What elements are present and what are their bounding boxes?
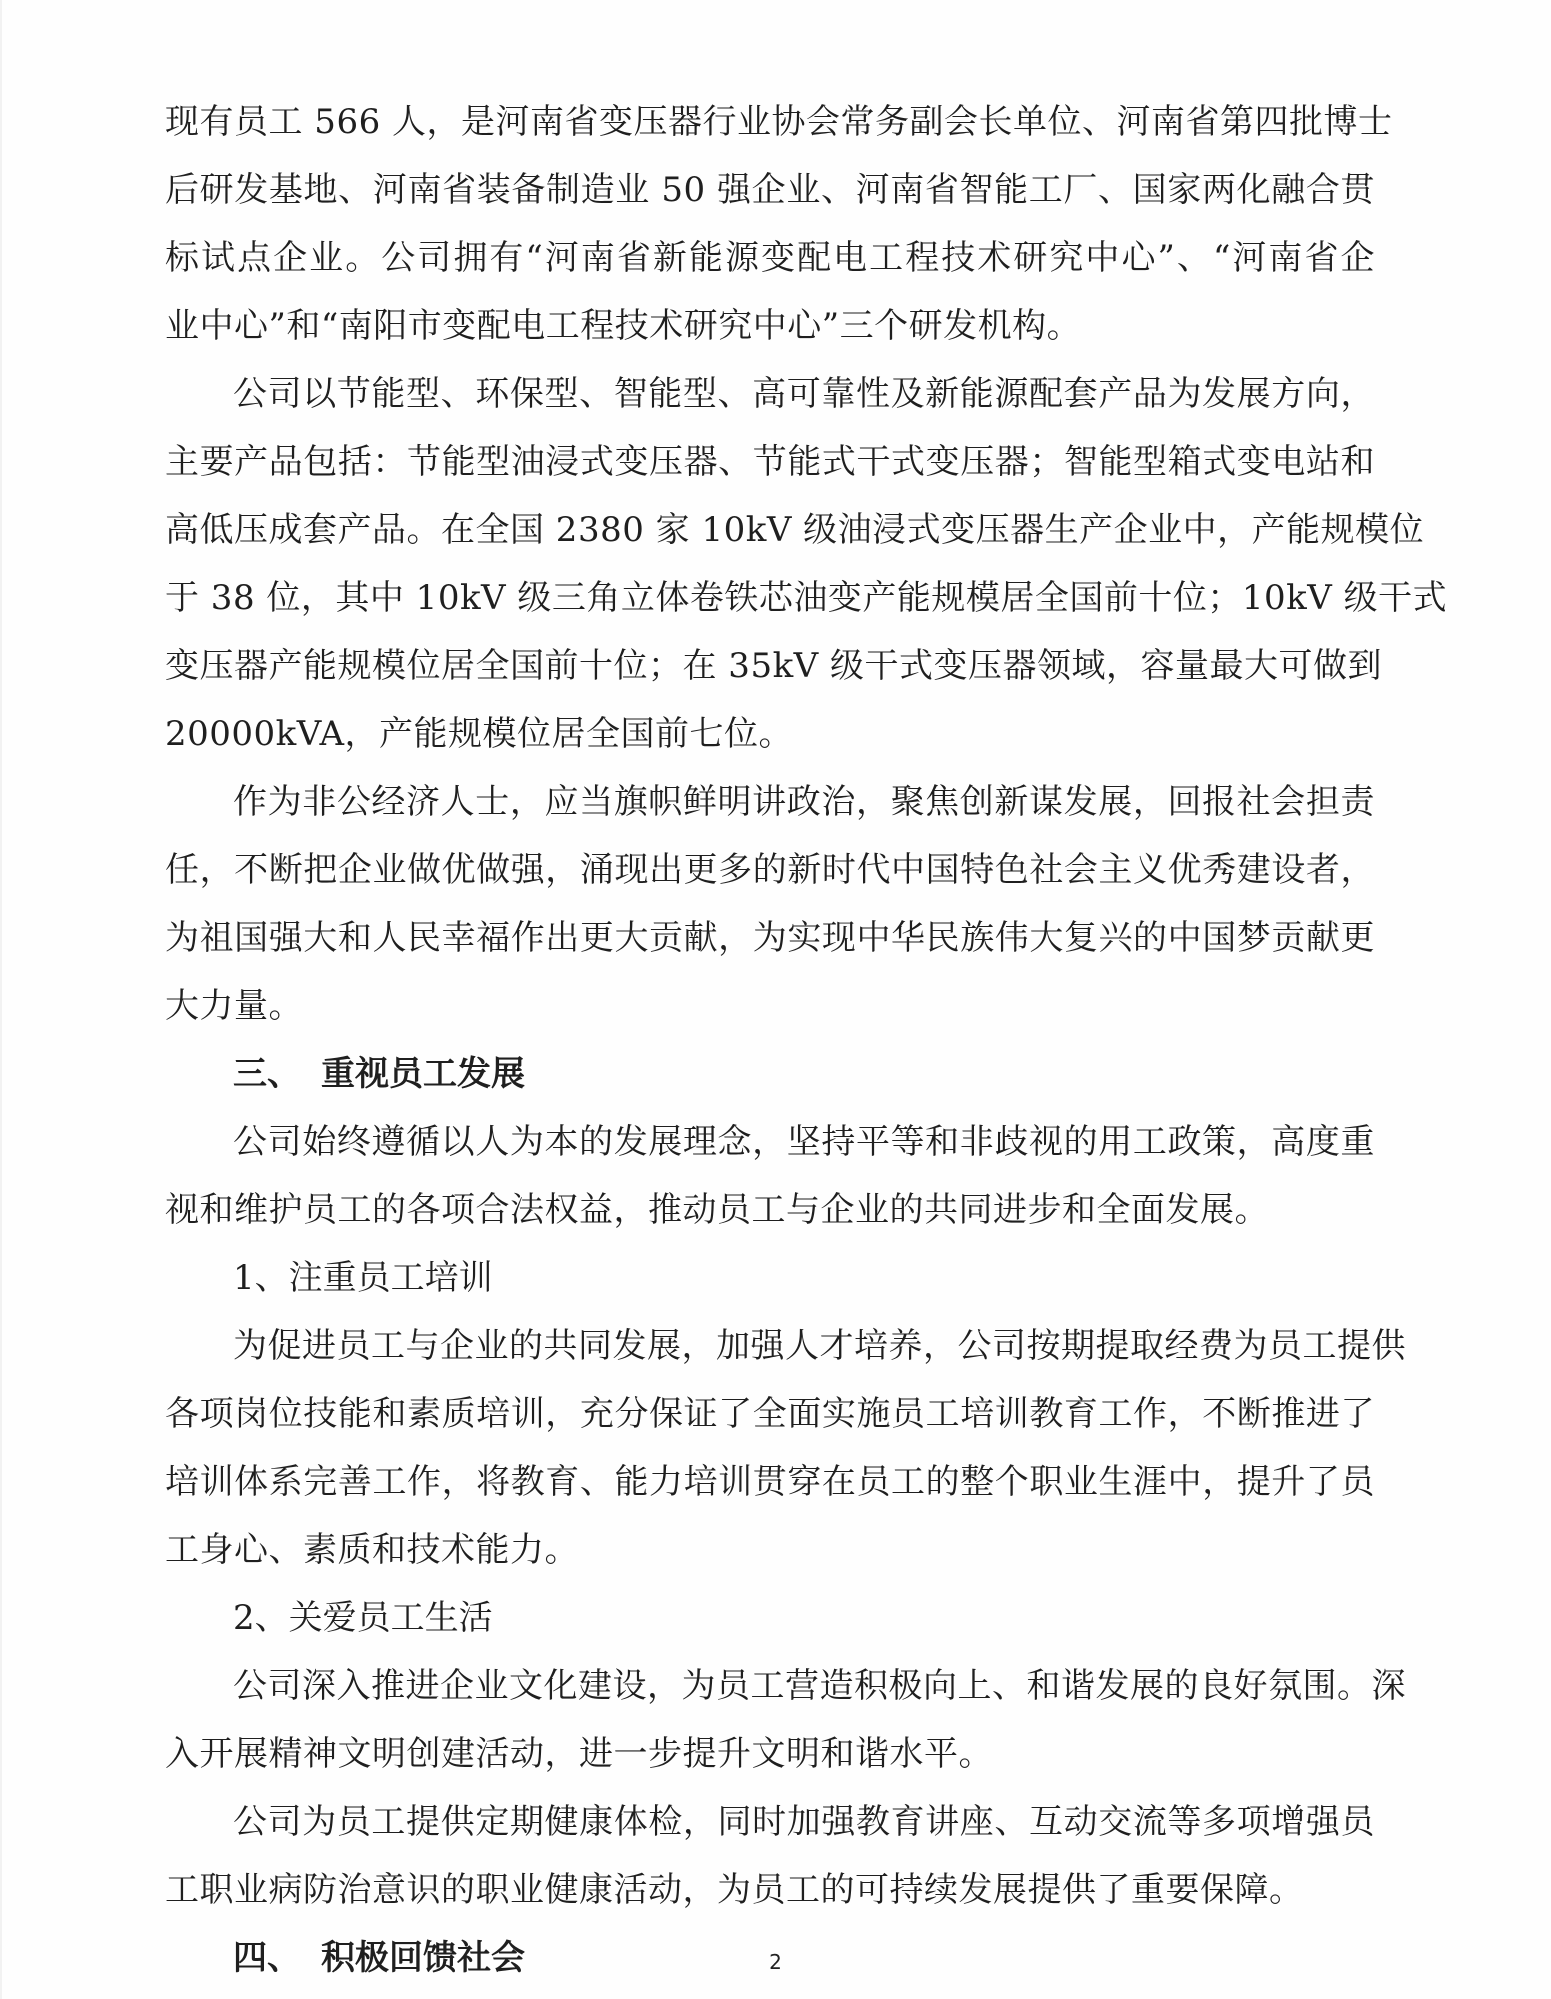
text-line: 标试点企业。公司拥有“河南省新能源变配电工程技术研究中心”、“河南省企 — [165, 238, 1375, 278]
section-number: 三、 — [233, 1054, 301, 1094]
text-line: 工身心、素质和技术能力。 — [165, 1530, 579, 1570]
text-line: 作为非公经济人士，应当旗帜鲜明讲政治，聚焦创新谋发展，回报社会担责 — [233, 782, 1375, 822]
paragraph-section3-intro — [165, 1108, 1375, 1244]
text-line: 主要产品包括：节能型油浸式变压器、节能式干式变压器；智能型箱式变电站和 — [165, 442, 1375, 482]
text-line: 业中心”和“南阳市变配电工程技术研究中心”三个研发机构。 — [165, 306, 1082, 346]
paragraph-products — [165, 360, 1448, 768]
section-title: 重视员工发展 — [321, 1054, 525, 1094]
text-line: 任，不断把企业做优做强，涌现出更多的新时代中国特色社会主义优秀建设者， — [165, 850, 1375, 890]
text-line: 培训体系完善工作，将教育、能力培训贯穿在员工的整个职业生涯中，提升了员 — [165, 1462, 1375, 1502]
text-line: 后研发基地、河南省装备制造业 50 强企业、河南省智能工厂、国家两化融合贯 — [165, 170, 1375, 210]
section-heading-3 — [165, 1040, 1375, 1108]
text-line: 公司以节能型、环保型、智能型、高可靠性及新能源配套产品为发展方向， — [233, 374, 1375, 414]
paragraph-company-profile — [165, 88, 1393, 360]
text-line: 公司深入推进企业文化建设，为员工营造积极向上、和谐发展的良好氛围。深 — [233, 1666, 1406, 1706]
subsection-heading-training: 1、注重员工培训 — [233, 1258, 493, 1298]
subsection-heading-care: 2、关爱员工生活 — [233, 1598, 493, 1638]
text-line: 公司为员工提供定期健康体检，同时加强教育讲座、互动交流等多项增强员 — [233, 1802, 1375, 1842]
scan-edge — [0, 0, 2, 1999]
document-body — [165, 88, 1448, 1992]
paragraph-training — [165, 1312, 1406, 1584]
section-number: 四、 — [233, 1938, 301, 1978]
text-line: 于 38 位，其中 10kV 级三角立体卷铁芯油变产能规模居全国前十位；10kV 级干式 — [165, 578, 1448, 618]
text-line: 变压器产能规模位居全国前十位；在 35kV 级干式变压器领域，容量最大可做到 — [165, 646, 1383, 686]
text-line: 现有员工 566 人，是河南省变压器行业协会常务副会长单位、河南省第四批博士 — [165, 102, 1393, 142]
text-line: 为促进员工与企业的共同发展，加强人才培养，公司按期提取经费为员工提供 — [233, 1326, 1406, 1366]
page-number: 2 — [769, 1950, 782, 1974]
text-line: 为祖国强大和人民幸福作出更大贡献，为实现中华民族伟大复兴的中国梦贡献更 — [165, 918, 1375, 958]
text-line: 入开展精神文明创建活动，进一步提升文明和谐水平。 — [165, 1734, 993, 1774]
text-line: 视和维护员工的各项合法权益，推动员工与企业的共同进步和全面发展。 — [165, 1190, 1269, 1230]
paragraph-health — [165, 1788, 1375, 1924]
text-line: 高低压成套产品。在全国 2380 家 10kV 级油浸式变压器生产企业中，产能规模位 — [165, 510, 1425, 550]
section-title: 积极回馈社会 — [321, 1938, 525, 1978]
text-line: 公司始终遵循以人为本的发展理念，坚持平等和非歧视的用工政策，高度重 — [233, 1122, 1375, 1162]
text-line: 大力量。 — [165, 986, 303, 1026]
text-line: 20000kVA，产能规模位居全国前七位。 — [165, 714, 794, 754]
paragraph-culture — [165, 1652, 1406, 1788]
text-line: 工职业病防治意识的职业健康活动，为员工的可持续发展提供了重要保障。 — [165, 1870, 1304, 1910]
paragraph-responsibility — [165, 768, 1375, 1040]
text-line: 各项岗位技能和素质培训，充分保证了全面实施员工培训教育工作，不断推进了 — [165, 1394, 1375, 1434]
